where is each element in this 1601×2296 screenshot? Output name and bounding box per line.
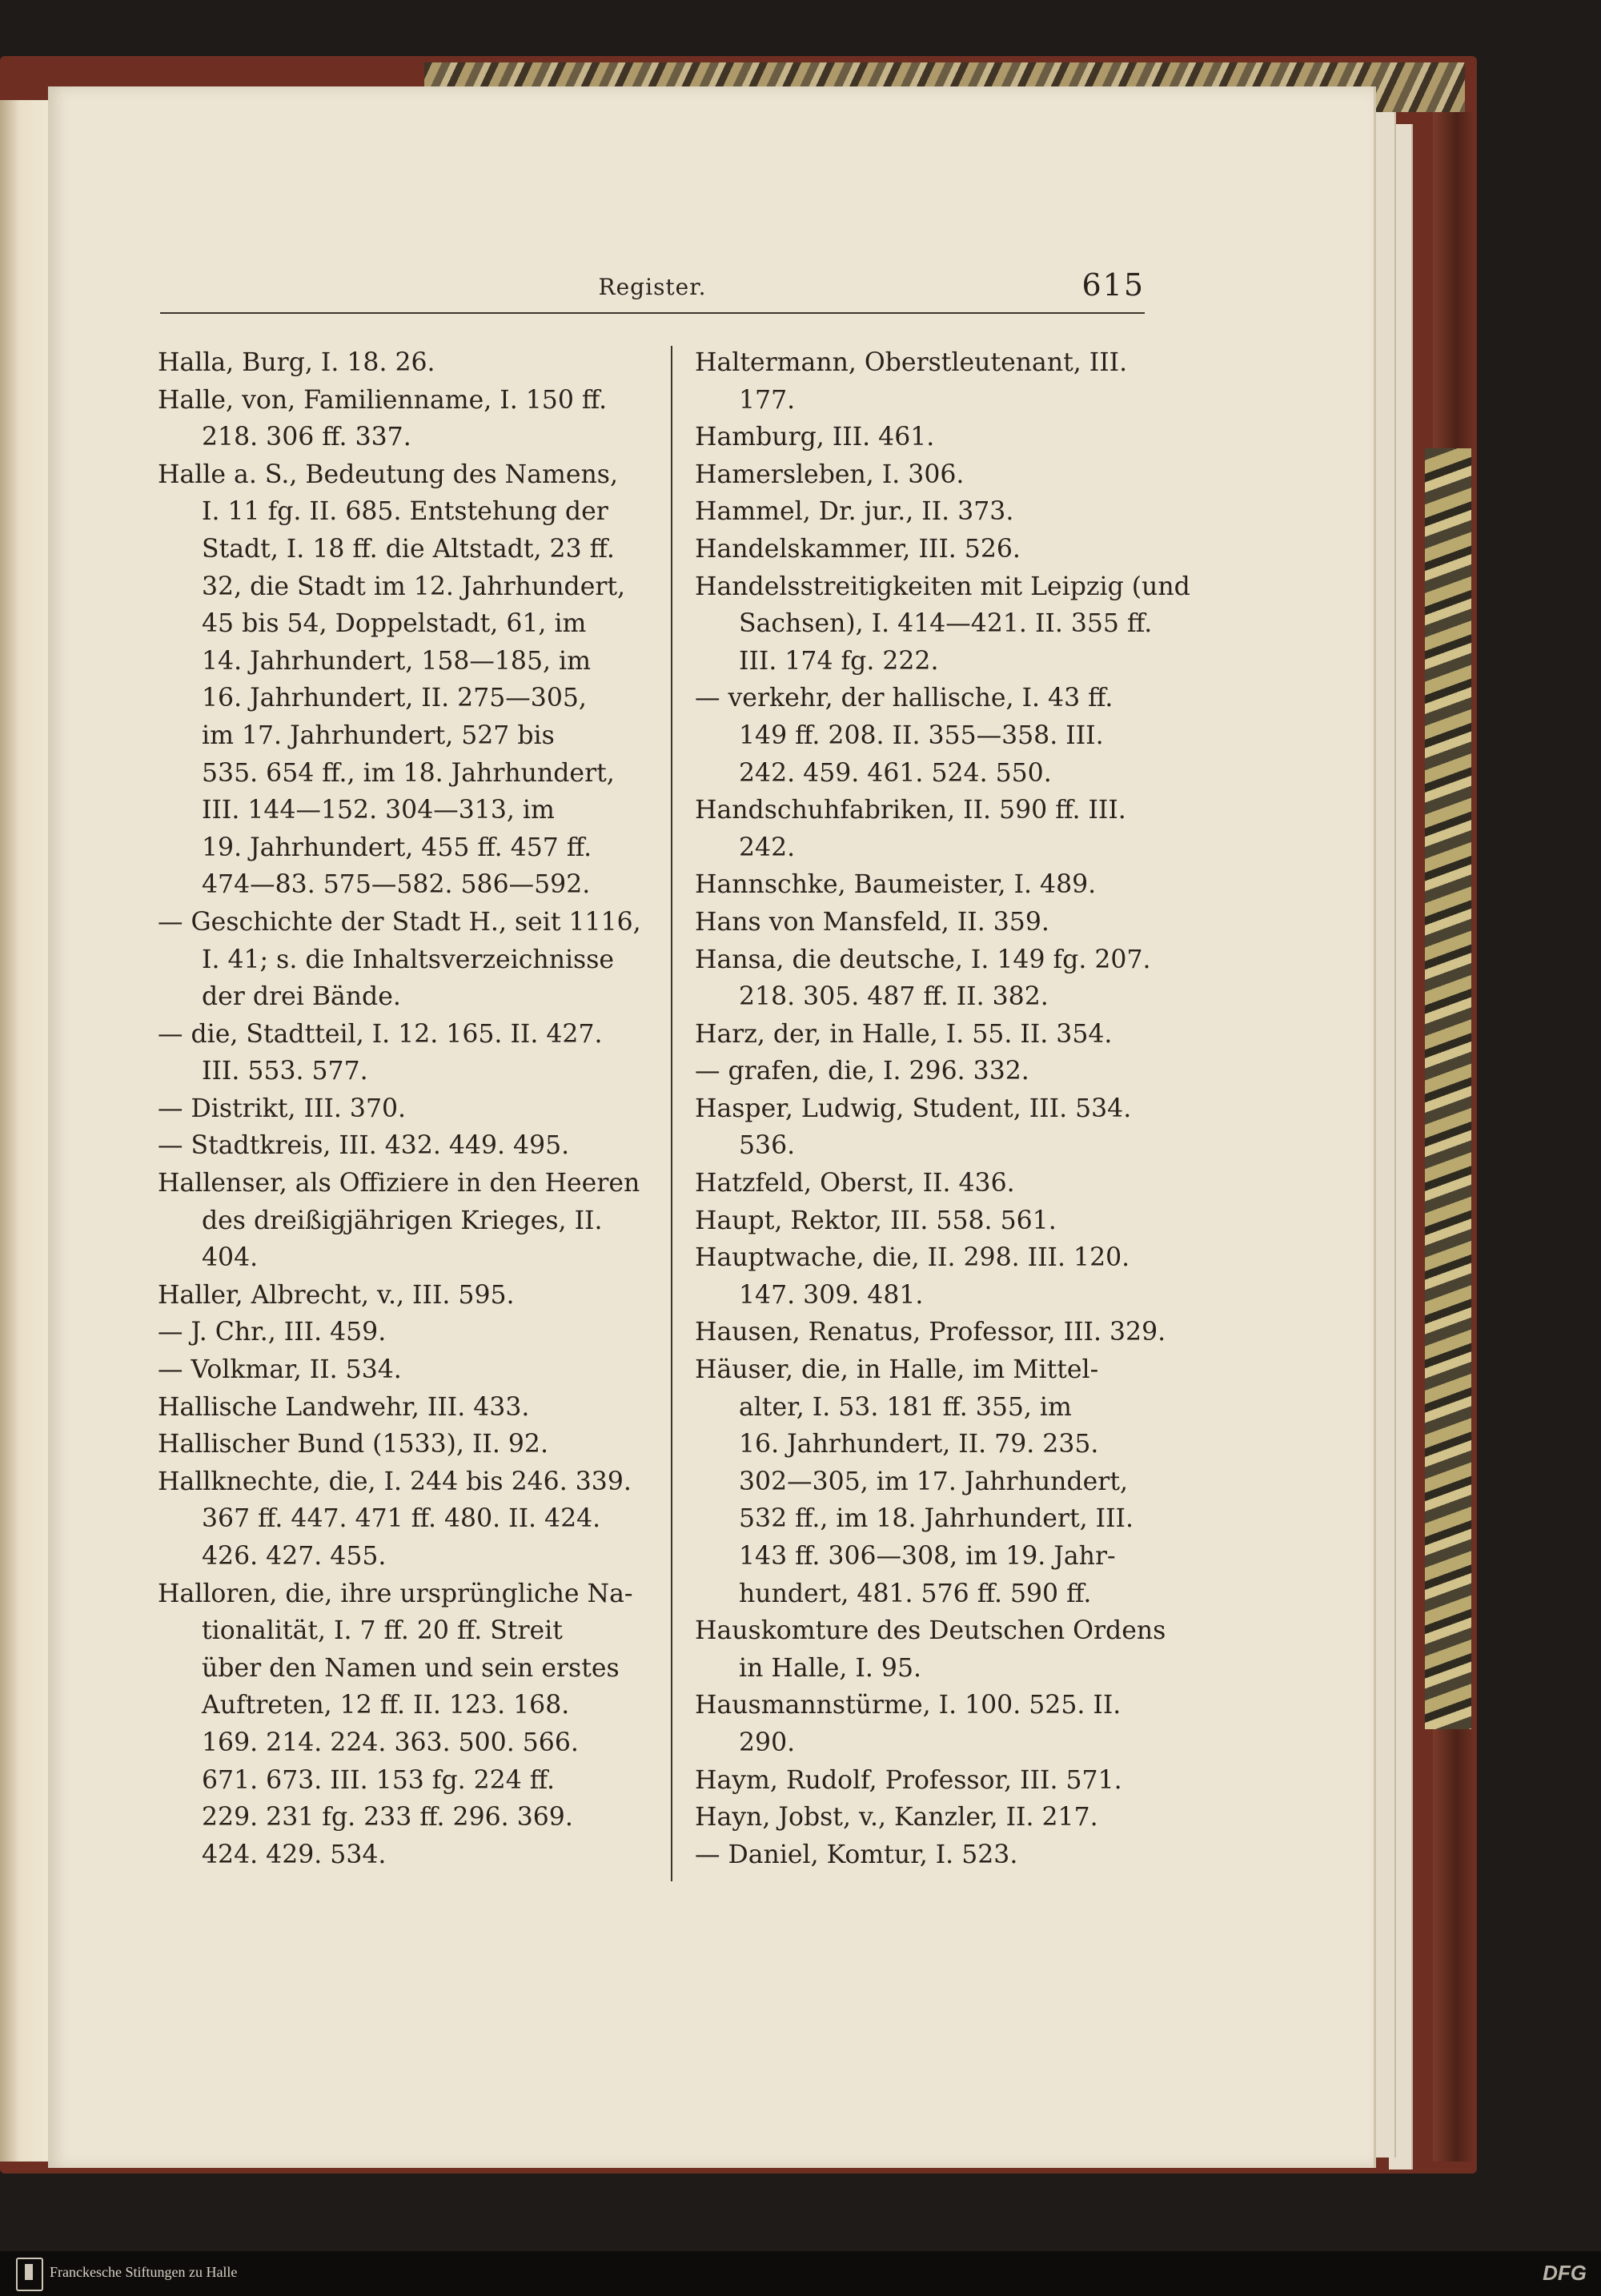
index-entry-line: Hallenser, als Offiziere in den Heeren: [158, 1169, 640, 1198]
index-entry-line: Hallknechte, die, I. 244 bis 246. 339.: [158, 1467, 632, 1496]
page-edge: [1375, 112, 1396, 2158]
index-entry-line: 242. 459. 461. 524. 550.: [739, 758, 1052, 788]
index-entry-line: Auftreten, 12 ff. II. 123. 168.: [202, 1691, 570, 1720]
index-entry-line: alter, I. 53. 181 ff. 355, im: [739, 1392, 1072, 1422]
index-entry-line: III. 553. 577.: [202, 1057, 368, 1086]
index-entry-line: 474—83. 575—582. 586—592.: [202, 870, 591, 900]
index-entry-line: Halloren, die, ihre ursprüngliche Na-: [158, 1579, 633, 1608]
index-entry-line: III. 144—152. 304—313, im: [202, 796, 555, 825]
index-entry-line: Hauskomture des Deutschen Ordens: [695, 1616, 1166, 1646]
running-header: [160, 267, 1145, 314]
index-entry-line: — die, Stadtteil, I. 12. 165. II. 427.: [158, 1019, 603, 1049]
index-entry-line: 535. 654 ff., im 18. Jahrhundert,: [202, 758, 615, 788]
index-entry-line: 532 ff., im 18. Jahrhundert, III.: [739, 1504, 1134, 1534]
index-entry-line: Hausen, Renatus, Professor, III. 329.: [695, 1318, 1166, 1347]
index-entry-line: Handschuhfabriken, II. 590 ff. III.: [695, 796, 1126, 825]
index-entry-line: — Distrikt, III. 370.: [158, 1094, 407, 1123]
index-column-left: [158, 344, 654, 1873]
index-entry-line: Handelsstreitigkeiten mit Leipzig (und: [695, 572, 1190, 601]
index-entry-line: Sachsen), I. 414—421. II. 355 ff.: [739, 609, 1153, 639]
index-entry-line: im 17. Jahrhundert, 527 bis: [202, 721, 555, 750]
institution-logo-icon: [16, 2258, 43, 2291]
index-entry-line: 32, die Stadt im 12. Jahrhundert,: [202, 572, 626, 601]
index-entry-line: 16. Jahrhundert, II. 79. 235.: [739, 1430, 1099, 1459]
index-entry-line: 536.: [739, 1131, 796, 1161]
index-entry-line: Halle a. S., Bedeutung des Namens,: [158, 460, 618, 489]
index-entry-line: Handelskammer, III. 526.: [695, 534, 1021, 564]
index-entry-line: 242.: [739, 833, 796, 862]
dfg-logo: DFG: [1543, 2261, 1587, 2285]
index-entry-line: Hauptwache, die, II. 298. III. 120.: [695, 1243, 1130, 1273]
index-entry-line: 426. 427. 455.: [202, 1542, 387, 1571]
index-entry-line: 177.: [739, 385, 796, 415]
index-entry-line: Hansa, die deutsche, I. 149 fg. 207.: [695, 945, 1151, 974]
index-entry-line: Hamersleben, I. 306.: [695, 460, 965, 489]
index-entry-line: Hayn, Jobst, v., Kanzler, II. 217.: [695, 1803, 1098, 1832]
institution-name: Franckesche Stiftungen zu Halle: [50, 2264, 238, 2280]
index-entry-line: Hallische Landwehr, III. 433.: [158, 1392, 530, 1422]
index-entry-line: — Stadtkreis, III. 432. 449. 495.: [158, 1131, 570, 1161]
index-entry-line: Häuser, die, in Halle, im Mittel-: [695, 1355, 1099, 1385]
index-entry-line: — Daniel, Komtur, I. 523.: [695, 1840, 1018, 1869]
index-entry-line: Hannschke, Baumeister, I. 489.: [695, 870, 1097, 900]
page-number: 615: [1081, 267, 1145, 303]
index-entry-line: — Volkmar, II. 534.: [158, 1355, 402, 1385]
index-entry-line: 149 ff. 208. II. 355—358. III.: [739, 721, 1104, 750]
index-entry-line: 143 ff. 306—308, im 19. Jahr-: [739, 1542, 1116, 1571]
index-entry-line: Haym, Rudolf, Professor, III. 571.: [695, 1765, 1122, 1795]
column-divider: [671, 346, 672, 1881]
index-entry-line: — grafen, die, I. 296. 332.: [695, 1057, 1029, 1086]
index-entry-line: — verkehr, der hallische, I. 43 ff.: [695, 684, 1113, 713]
index-entry-line: — J. Chr., III. 459.: [158, 1318, 387, 1347]
index-entry-line: 147. 309. 481.: [739, 1280, 924, 1310]
index-entry-line: Hatzfeld, Oberst, II. 436.: [695, 1169, 1015, 1198]
index-entry-line: Haltermann, Oberstleutenant, III.: [695, 348, 1128, 377]
index-entry-line: Hausmannstürme, I. 100. 525. II.: [695, 1691, 1122, 1720]
index-entry-line: 671. 673. III. 153 fg. 224 ff.: [202, 1765, 556, 1795]
index-entry-line: I. 11 fg. II. 685. Entstehung der: [202, 497, 608, 527]
index-entry-line: des dreißigjährigen Krieges, II.: [202, 1206, 603, 1235]
index-entry-line: Haller, Albrecht, v., III. 595.: [158, 1280, 515, 1310]
index-entry-line: 218. 305. 487 ff. II. 382.: [739, 982, 1049, 1012]
index-entry-line: 45 bis 54, Doppelstadt, 61, im: [202, 609, 587, 639]
index-entry-line: Stadt, I. 18 ff. die Altstadt, 23 ff.: [202, 534, 615, 564]
index-entry-line: Halle, von, Familienname, I. 150 ff.: [158, 385, 608, 415]
page-content: [48, 0, 1374, 2162]
index-entry-line: hundert, 481. 576 ff. 590 ff.: [739, 1579, 1092, 1608]
index-entry-line: 16. Jahrhundert, II. 275—305,: [202, 684, 587, 713]
page-title: Register.: [598, 274, 707, 300]
index-entry-line: Halla, Burg, I. 18. 26.: [158, 348, 435, 377]
index-entry-line: Hasper, Ludwig, Student, III. 534.: [695, 1094, 1132, 1123]
index-entry-line: tionalität, I. 7 ff. 20 ff. Streit: [202, 1616, 563, 1646]
index-entry-line: Hamburg, III. 461.: [695, 423, 935, 452]
index-entry-line: 229. 231 fg. 233 ff. 296. 369.: [202, 1803, 573, 1832]
index-column-right: [695, 344, 1190, 1873]
index-entry-line: über den Namen und sein erstes: [202, 1653, 620, 1683]
left-page-edge: [0, 100, 50, 2162]
index-entry-line: — Geschichte der Stadt H., seit 1116,: [158, 907, 641, 937]
index-entry-line: Hammel, Dr. jur., II. 373.: [695, 497, 1014, 527]
index-entry-line: 367 ff. 447. 471 ff. 480. II. 424.: [202, 1504, 601, 1534]
index-entry-line: 424. 429. 534.: [202, 1840, 387, 1869]
index-entry-line: 169. 214. 224. 363. 500. 566.: [202, 1728, 579, 1757]
index-entry-line: 404.: [202, 1243, 259, 1273]
index-entry-line: 14. Jahrhundert, 158—185, im: [202, 646, 591, 676]
footer-bar: [0, 2251, 1601, 2296]
index-entry-line: 290.: [739, 1728, 796, 1757]
marbled-endpaper-side: [1425, 448, 1471, 1729]
index-entry-line: Hallischer Bund (1533), II. 92.: [158, 1430, 548, 1459]
index-entry-line: 218. 306 ff. 337.: [202, 423, 411, 452]
index-entry-line: Harz, der, in Halle, I. 55. II. 354.: [695, 1019, 1113, 1049]
index-entry-line: I. 41; s. die Inhaltsverzeichnisse: [202, 945, 615, 974]
index-entry-line: 19. Jahrhundert, 455 ff. 457 ff.: [202, 833, 592, 862]
index-entry-line: Haupt, Rektor, III. 558. 561.: [695, 1206, 1057, 1235]
index-entry-line: in Halle, I. 95.: [739, 1653, 922, 1683]
index-entry-line: Hans von Mansfeld, II. 359.: [695, 907, 1049, 937]
index-entry-line: der drei Bände.: [202, 982, 401, 1012]
index-entry-line: 302—305, im 17. Jahrhundert,: [739, 1467, 1128, 1496]
index-entry-line: III. 174 fg. 222.: [739, 646, 939, 676]
